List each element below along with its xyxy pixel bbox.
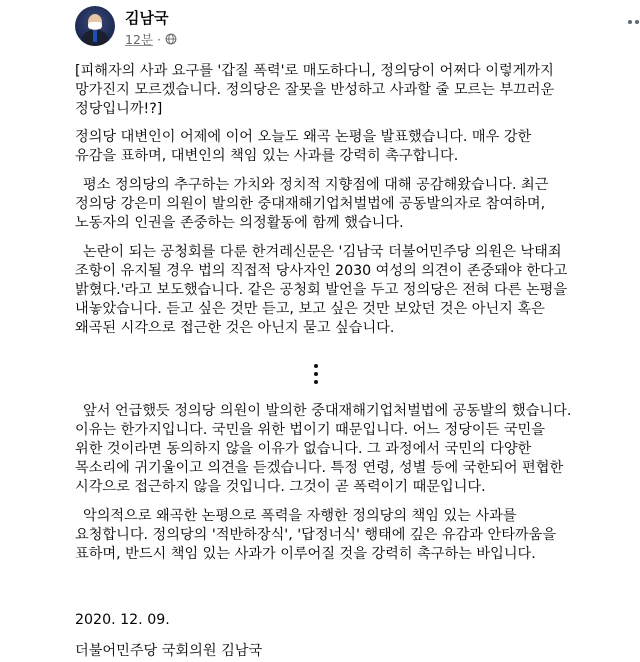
divider-dot xyxy=(314,364,318,368)
post-paragraph: 평소 정의당의 추구하는 가치와 정치적 지향점에 대해 공감해왔습니다. 최근 정의당 강은미 의원이 발의한 중대재해기업처벌법에 공동발의자로 참여하며, 노동자의 인권을 존중하는 의정활동에 함께 했습니다. xyxy=(75,177,549,231)
divider-dot xyxy=(314,380,318,384)
post-paragraph: 악의적으로 왜곡한 논평으로 폭력을 자행한 정의당의 책임 있는 사과를 요청합니다. 정의당의 '적반하장식', '답정너식' 행태에 깊은 유감과 안타까움을 표하며, 반드시 책임 있는 사과가 이루어질 것을 강력히 촉구하는 바입니다. xyxy=(75,508,557,562)
section-divider-dots xyxy=(313,364,319,384)
post-meta xyxy=(125,30,177,48)
post-signature: 더불어민주당 국회의원 김남국 xyxy=(75,643,263,659)
post-date: 2020. 12. 09. xyxy=(75,612,170,628)
avatar-mask xyxy=(88,22,102,29)
post-paragraph: 정의당 대변인이 어제에 이어 오늘도 왜곡 논평을 발표했습니다. 매우 강한 유감을 표하며, 대변인의 책임 있는 사과를 강력히 촉구합니다. xyxy=(75,129,532,164)
avatar[interactable] xyxy=(75,6,115,46)
post-paragraph: 앞서 언급했듯 정의당 의원이 발의한 중대재해기업처벌법에 공동발의 했습니다. 이유는 한가지입니다. 국민을 위한 법이기 때문입니다. 어느 정당이든 국민을 위한 것이라면 동의하지 않을 이유가 없습니다. 그 과정에서 국민의 다양한 목소리에 귀기울이고 의견을 듣겠습니다. 특정 연령, 성별 등에 국한되어 편협한 시각으로 접근하지 않을 것입니다. 그것이 곧 폭력이기 때문입니다. xyxy=(75,403,572,495)
avatar-tie xyxy=(93,30,97,42)
post-body-continued xyxy=(75,402,575,564)
post-paragraph: 논란이 되는 공청회를 다룬 한겨레신문은 '김남국 더불어민주당 의원은 낙태죄 조항이 유지될 경우 법의 직접적 당사자인 2030 여성의 의견이 존중돼야 한다고 밝혔다.'라고 보도했습니다. 같은 공청회 발언을 두고 정의당은 전혀 다른 논평을 내놓았습니다. 듣고 싶은 것만 듣고, 보고 싶은 것만 보았던 것은 아닌지 혹은 왜곡된 시각으로 접근한 것은 아닌지 묻고 싶습니다. xyxy=(75,244,568,336)
post-body xyxy=(75,62,575,338)
author-name[interactable]: 김남국 xyxy=(125,9,169,27)
meta-separator: · xyxy=(156,31,161,47)
more-options-button[interactable] xyxy=(621,10,640,34)
divider-dot xyxy=(314,372,318,376)
more-dot-icon xyxy=(635,20,639,24)
more-dot-icon xyxy=(628,20,632,24)
post-paragraph-headline: [피해자의 사과 요구를 '갑질 폭력'로 매도하다니, 정의당이 어쩌다 이렇게까지 망가진지 모르겠습니다. 정의당은 잘못을 반성하고 사과할 줄 모르는 부끄러운 정당입니까!?] xyxy=(75,63,555,117)
post-header xyxy=(75,6,605,50)
globe-icon[interactable] xyxy=(165,33,177,45)
post-timestamp[interactable]: 12분 xyxy=(125,32,153,47)
